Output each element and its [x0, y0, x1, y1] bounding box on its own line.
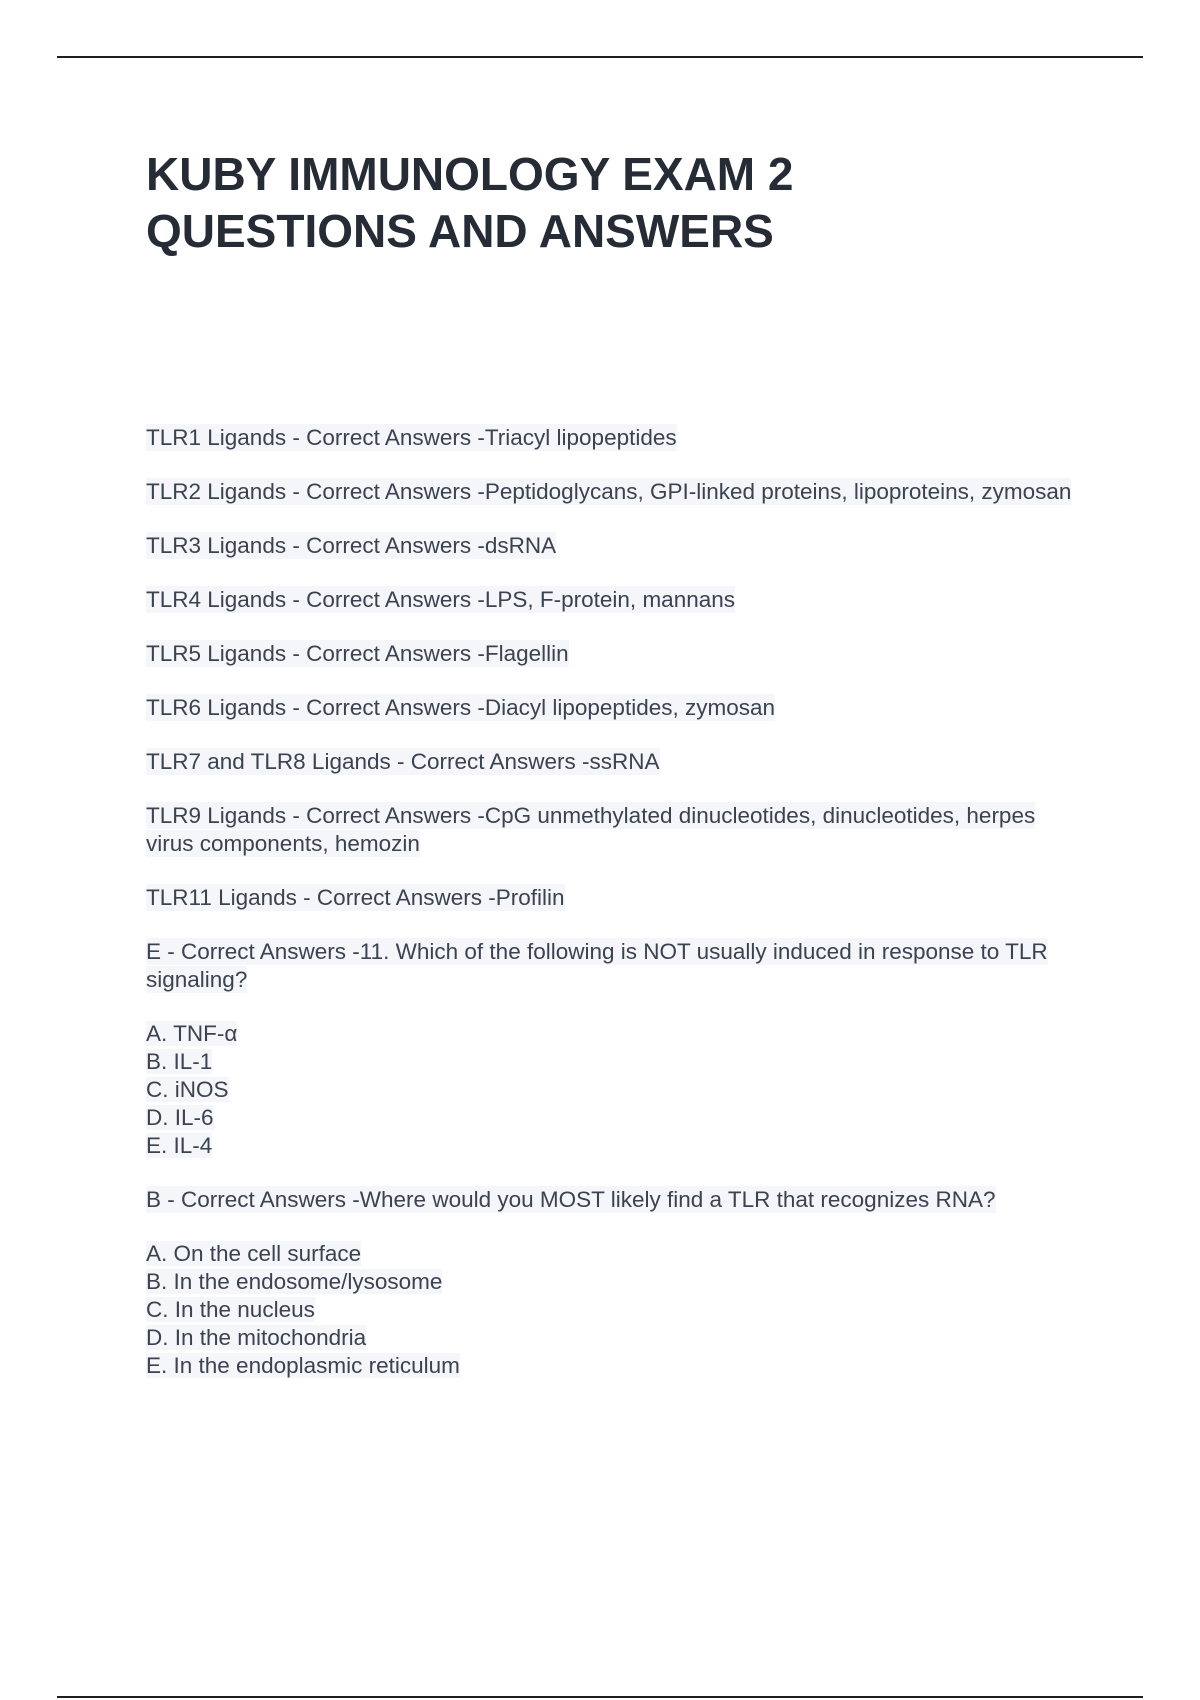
option-item	[146, 1132, 1076, 1160]
option-text: D. IL-6	[146, 1105, 214, 1130]
question-1-options	[146, 1020, 1076, 1160]
title-line-2: QUESTIONS AND ANSWERS	[146, 205, 774, 257]
option-text: E. IL-4	[146, 1133, 213, 1158]
qa-item	[146, 802, 1076, 858]
qa-item	[146, 884, 1076, 912]
document-title	[146, 146, 1106, 260]
qa-item-text: TLR3 Ligands - Correct Answers -dsRNA	[146, 533, 557, 558]
option-text: A. On the cell surface	[146, 1241, 362, 1266]
qa-item	[146, 640, 1076, 668]
qa-item	[146, 748, 1076, 776]
question-text: E - Correct Answers -11. Which of the following is NOT usually induced in response to TLR signaling?	[146, 939, 1048, 992]
qa-item-text: TLR11 Ligands - Correct Answers -Profilin	[146, 885, 565, 910]
option-item	[146, 1076, 1076, 1104]
option-item	[146, 1268, 1076, 1296]
option-item	[146, 1240, 1076, 1268]
qa-item-text: TLR5 Ligands - Correct Answers -Flagellin	[146, 641, 569, 666]
title-line-1: KUBY IMMUNOLOGY EXAM 2	[146, 148, 794, 200]
option-item	[146, 1296, 1076, 1324]
qa-item-text: TLR9 Ligands - Correct Answers -CpG unmethylated dinucleotides, dinucleotides, herpes virus components, hemozin	[146, 803, 1036, 856]
option-text: A. TNF-α	[146, 1021, 238, 1046]
option-text: C. iNOS	[146, 1077, 229, 1102]
qa-item	[146, 424, 1076, 452]
qa-item	[146, 694, 1076, 722]
option-text: B. IL-1	[146, 1049, 213, 1074]
option-text: C. In the nucleus	[146, 1297, 315, 1322]
question-1	[146, 938, 1076, 994]
option-item	[146, 1048, 1076, 1076]
qa-item-text: TLR2 Ligands - Correct Answers -Peptidoglycans, GPI-linked proteins, lipoproteins, zymosan	[146, 479, 1072, 504]
question-text: B - Correct Answers -Where would you MOST likely find a TLR that recognizes RNA?	[146, 1187, 996, 1212]
question-2-options	[146, 1240, 1076, 1380]
question-2	[146, 1186, 1076, 1214]
option-item	[146, 1324, 1076, 1352]
footer-rule	[57, 1696, 1143, 1698]
header-rule	[57, 56, 1143, 58]
option-item	[146, 1020, 1076, 1048]
qa-item	[146, 586, 1076, 614]
option-item	[146, 1104, 1076, 1132]
qa-item	[146, 532, 1076, 560]
qa-item-text: TLR4 Ligands - Correct Answers -LPS, F-protein, mannans	[146, 587, 735, 612]
qa-item-text: TLR7 and TLR8 Ligands - Correct Answers -ssRNA	[146, 749, 660, 774]
option-text: B. In the endosome/lysosome	[146, 1269, 443, 1294]
qa-content	[146, 424, 1076, 1406]
qa-item-text: TLR6 Ligands - Correct Answers -Diacyl lipopeptides, zymosan	[146, 695, 776, 720]
qa-item	[146, 478, 1076, 506]
option-text: E. In the endoplasmic reticulum	[146, 1353, 460, 1378]
option-item	[146, 1352, 1076, 1380]
qa-item-text: TLR1 Ligands - Correct Answers -Triacyl lipopeptides	[146, 425, 677, 450]
option-text: D. In the mitochondria	[146, 1325, 367, 1350]
